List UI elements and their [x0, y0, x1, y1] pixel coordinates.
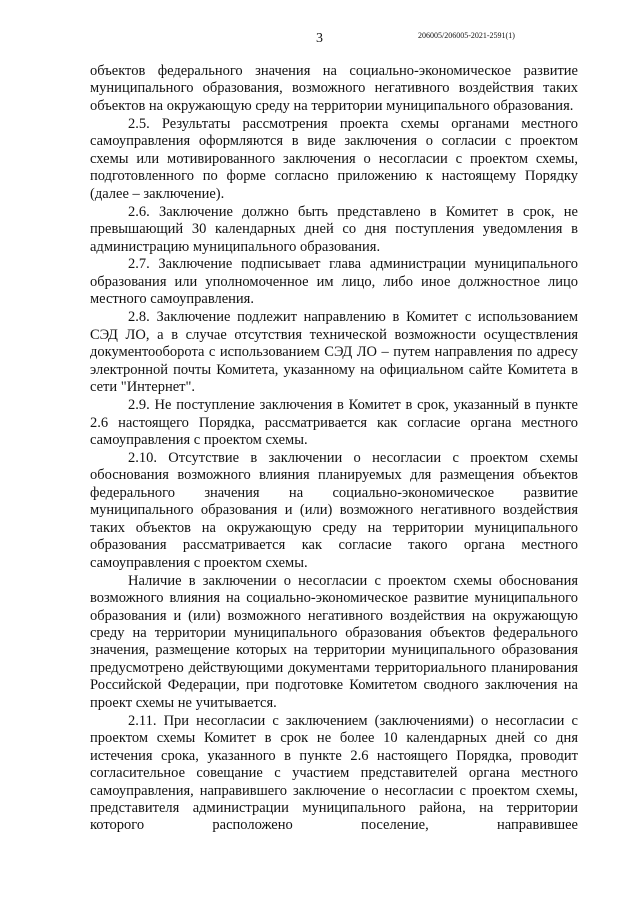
page-number: 3 — [316, 31, 323, 46]
paragraph-2-6: 2.6. Заключение должно быть представлено в Комитет в срок, не превышающий 30 календарных дней со дня поступления уведомления в администрацию муниципального образования. — [90, 203, 578, 255]
paragraph-2-7: 2.7. Заключение подписывает глава администрации муниципального образования или уполномоченное им лицо, либо иное должностное лицо местного самоуправления. — [90, 256, 578, 308]
paragraph-2-9: 2.9. Не поступление заключения в Комитет в срок, указанный в пункте 2.6 настоящего Порядка, рассматривается как согласие органа местного самоуправления с проектом схемы. — [90, 397, 578, 449]
paragraph-2-10: 2.10. Отсутствие в заключении о несогласии с проектом схемы обоснования возможного влияния планируемых для размещения объектов федерального значения на социально-экономическое развитие муниципального образования и (или) возможного негативного воздействия таких объектов на окружающую среду на территории муниципального образования рассматривается как согласие такого органа местного самоуправления с проектом схемы. — [90, 449, 578, 571]
paragraph-2-11: 2.11. При несогласии с заключением (заключениями) о несогласии с проектом схемы Комитет в срок не более 10 календарных дней со дня истечения срока, указанного в пункте 2.6 настоящего Порядка, проводит согласительное совещание с участием представителей органа местного самоуправления, направившего заключение о несогласии с проектом схемы, представителя администрации муниципального района, на территории которого расположено поселение, направившее — [90, 712, 578, 834]
document-body — [90, 63, 578, 835]
document-id: 206005/206005-2021-2591(1) — [418, 31, 515, 40]
paragraph-2-5: 2.5. Результаты рассмотрения проекта схемы органами местного самоуправления оформляются в виде заключения о согласии с проектом схемы или мотивированного заключения о несогласии с проектом схемы, подготовленного по форме согласно приложению к настоящему Порядку (далее – заключение). — [90, 115, 578, 202]
paragraph-continuation: объектов федерального значения на социально-экономическое развитие муниципального образования, возможного негативного воздействия таких объектов на окружающую среду на территории муниципального образования. — [90, 63, 578, 114]
paragraph-2-8: 2.8. Заключение подлежит направлению в Комитет с использованием СЭД ЛО, а в случае отсутствия технической возможности осуществления документооборота с использованием СЭД ЛО – путем направления по адресу электронной почты Комитета, указанному на официальном сайте Комитета в сети "Интернет". — [90, 309, 578, 396]
paragraph-2-10-continued: Наличие в заключении о несогласии с проектом схемы обоснования возможного влияния на социально-экономическое развитие муниципального образования и (или) возможного негативного воздействия на окружающую среду на территории муниципального образования объектов федерального значения, размещение которых на территории муниципального образования предусмотрено действующими документами территориального планирования Российской Федерации, при подготовке Комитетом сводного заключения на проект схемы не учитывается. — [90, 572, 578, 711]
